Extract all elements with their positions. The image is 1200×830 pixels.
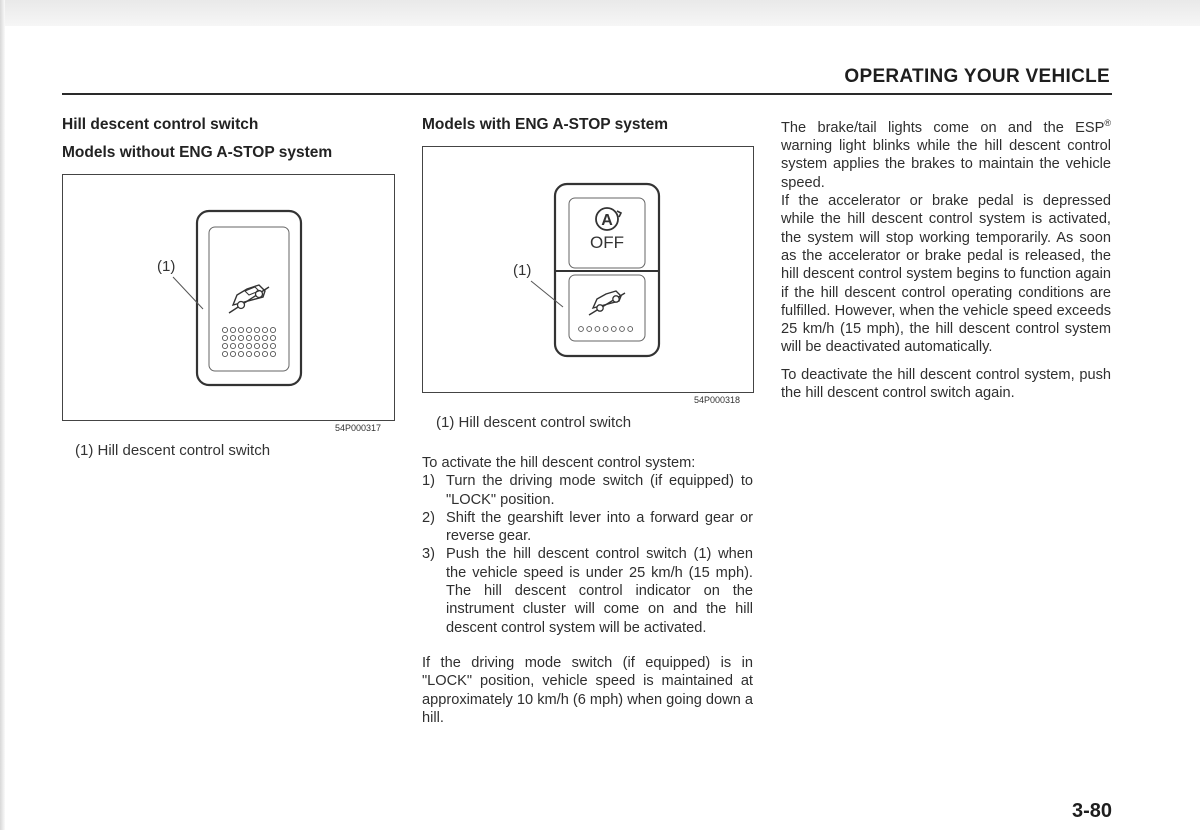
switch-button — [209, 227, 289, 371]
right-column-text — [781, 114, 1111, 402]
switch-illustration — [63, 175, 394, 420]
scan-left-edge — [0, 0, 5, 830]
switch-illustration-astop — [423, 147, 753, 392]
figure-caption: (1) Hill descent control switch — [75, 442, 271, 459]
middle-heading: Models with ENG A-STOP system — [422, 116, 669, 133]
step-item: 2) Shift the gearshift lever into a forward gear or reverse gear. — [422, 509, 753, 545]
page-number: 3-80 — [1071, 800, 1112, 822]
left-subheading: Models without ENG A-STOP system — [62, 144, 333, 161]
pedal-paragraph: If the accelerator or brake pedal is depressed while the hill descent control system is activated, the system will stop working temporarily. As soon as the accelerator or brake pedal is released, the hill descent control system begins to function again if the hill descent control operating conditions are fulfilled. However, when the vehicle speed exceeds 25 km/h (15 mph), the hill descent control system will be deactivated automatically. — [781, 193, 1111, 356]
astop-letter: A — [601, 212, 613, 229]
figure-code: 54P000317 — [335, 423, 382, 433]
lock-mode-note: If the driving mode switch (if equipped) is in "LOCK" position, vehicle speed is maintained at approximately 10 km/h (6 mph) when going down a hill. — [422, 654, 753, 726]
deactivate-paragraph: To deactivate the hill descent control system, push the hill descent control switch again. — [781, 366, 1111, 402]
step-item: 3) Push the hill descent control switch (1) when the vehicle speed is under 25 km/h (15 mph). The hill descent control indicator on the instrument cluster will come on and the hill descent control system will be activated. — [422, 546, 753, 636]
figure-code: 54P000318 — [694, 395, 741, 405]
figure-caption: (1) Hill descent control switch — [436, 414, 632, 431]
figure-switch-without-astop — [62, 174, 395, 421]
callout-label: (1) — [513, 262, 532, 279]
callout-label: (1) — [157, 258, 176, 275]
activation-instructions — [422, 454, 753, 727]
scan-top-edge — [0, 0, 1200, 26]
left-heading: Hill descent control switch — [62, 116, 259, 133]
section-title: OPERATING YOUR VEHICLE — [844, 66, 1110, 87]
activation-steps — [422, 472, 753, 637]
header-rule — [62, 93, 1112, 95]
activation-intro: To activate the hill descent control system: — [422, 455, 696, 471]
astop-off-label: OFF — [590, 233, 624, 252]
brake-lights-paragraph: The brake/tail lights come on and the ESP® warning light blinks while the hill descent control system applies the brakes to maintain the vehicle speed. — [781, 118, 1111, 191]
step-item: 1) Turn the driving mode switch (if equipped) to "LOCK" position. — [422, 473, 753, 508]
figure-switch-with-astop — [422, 146, 754, 393]
